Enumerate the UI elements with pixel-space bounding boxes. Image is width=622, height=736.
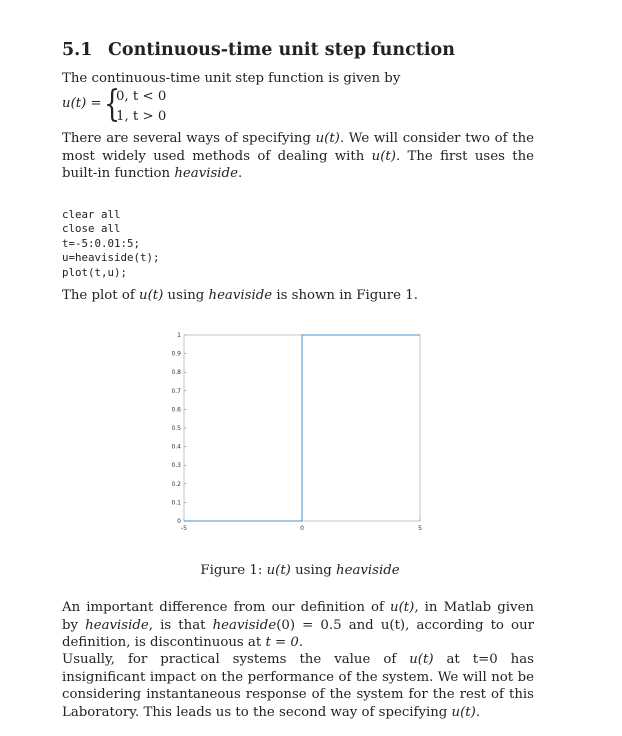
equation-case-1: 0, t < 0 [116,89,167,104]
text-span: . We will consider two of the most widely used methods of dealing with [62,131,534,164]
code-line: plot(t,u); [62,265,128,279]
y-tick-label: 0.8 [171,369,181,377]
equation-brace: { [104,84,121,125]
plot-series [184,335,420,521]
paragraph-2 [62,599,534,652]
text-span: using [163,288,209,303]
math-expr: t = 0 [265,635,299,650]
y-tick-label: 0.5 [171,425,181,432]
plot-axes [171,332,422,532]
y-tick-label: 0.7 [171,387,181,395]
math-ut: u(t) [451,704,476,720]
text-span: An important difference from our definition of [62,600,391,615]
equation-lhs: u(t) = [62,96,102,111]
text-span: using [290,563,337,578]
function-name: heaviside [208,288,273,303]
math-ut: u(t) [139,288,164,303]
code-line: u=heaviside(t); [62,251,160,265]
section-title: Continuous-time unit step function [108,40,455,60]
math-ut: u(t) [390,600,415,615]
code-block [62,208,160,280]
math-ut: u(t) [266,563,291,578]
text-span: There are several ways of specifying [62,131,316,146]
code-line: close all [62,222,121,236]
y-tick-label: 0.9 [171,350,181,358]
text-span: . The first uses the built-in function [62,148,535,181]
math-ut: u(t) [409,652,434,667]
text-span: . [237,166,243,181]
text-span: . [298,635,304,650]
x-tick-label: 0 [300,525,304,532]
text-span: . [475,704,481,720]
x-tick-label: 5 [418,525,422,532]
x-tick-label: -5 [181,525,187,532]
text-span: Usually, for practical systems the value of [62,652,410,667]
function-name: heaviside [336,563,400,578]
text-span: (0) = 0.5 and u(t), according to our definition, is discontinuous at [62,617,534,650]
text-span: at t=0 has insignificant impact on the performance of the system. We will not be considering instantaneous response of the system for the rest of this Laboratory. This leads us to the second way of specifying [62,652,534,720]
series-line-u [184,335,420,521]
function-name: heaviside [212,617,277,633]
y-tick-label: 0.2 [171,480,181,488]
paragraph-1 [62,130,534,183]
step-plot [160,325,430,540]
section-heading [62,40,455,60]
intro-text: The continuous-time unit step function is given by [62,71,401,86]
code-line: t=-5:0.01:5; [62,236,141,250]
math-ut: u(t) [371,148,396,164]
caption-label: Figure 1: [200,563,267,578]
plot-sentence [62,287,534,305]
figure-caption [0,563,600,578]
y-tick-label: 0.6 [171,406,181,414]
y-tick-label: 0 [177,518,181,525]
y-tick-label: 0.1 [171,499,181,507]
text-span: , in Matlab given by [62,600,534,633]
y-tick-label: 0.3 [171,462,181,470]
text-span: is shown in Figure 1. [272,288,418,303]
section-number: 5.1 [62,40,93,60]
code-line: clear all [62,208,121,221]
equation-case-2: 1, t > 0 [116,109,167,124]
function-name: heaviside [174,166,238,181]
function-name: heaviside [85,617,149,633]
math-ut: u(t) [315,131,340,146]
text-span: The plot of [62,288,140,303]
text-span: , is that [148,617,213,633]
y-tick-label: 0.4 [171,443,181,451]
y-tick-label: 1 [177,332,181,339]
paragraph-3 [62,651,534,721]
